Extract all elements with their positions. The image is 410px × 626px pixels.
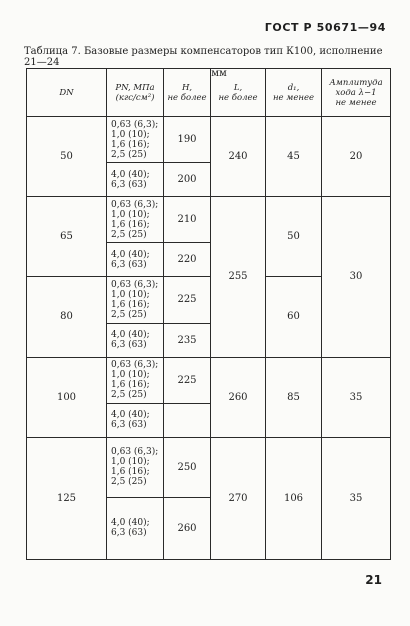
cell-pn: 0,63 (6,3); 1,0 (10); 1,6 (16); 2,5 (25) bbox=[107, 197, 164, 243]
cell-l: 255 bbox=[211, 197, 266, 357]
cell-h: 210 bbox=[164, 197, 211, 243]
cell-l: 270 bbox=[211, 437, 266, 559]
header-pn: PN, МПа (кгс/см²) bbox=[107, 69, 164, 117]
cell-dn: 65 bbox=[27, 197, 107, 277]
cell-dn: 50 bbox=[27, 117, 107, 197]
cell-pn: 4,0 (40); 6,3 (63) bbox=[107, 163, 164, 197]
cell-h: 225 bbox=[164, 277, 211, 323]
cell-d1: 60 bbox=[266, 277, 322, 357]
cell-l: 240 bbox=[211, 117, 266, 197]
caption-unit: мм bbox=[211, 68, 227, 79]
cell-pn: 0,63 (6,3); 1,0 (10); 1,6 (16); 2,5 (25) bbox=[107, 117, 164, 163]
cell-pn: 0,63 (6,3); 1,0 (10); 1,6 (16); 2,5 (25) bbox=[107, 357, 164, 403]
header-d1: d₁, не менее bbox=[266, 69, 322, 117]
header-amplitude: Амплитуда хода λ−1 не менее bbox=[322, 69, 391, 117]
header-l: L, не более bbox=[211, 69, 266, 117]
table-row bbox=[27, 197, 391, 243]
header-h: H, не более bbox=[164, 69, 211, 117]
cell-dn: 125 bbox=[27, 437, 107, 559]
cell-pn: 4,0 (40); 6,3 (63) bbox=[107, 403, 164, 437]
cell-h: 250 bbox=[164, 437, 211, 497]
table-row bbox=[27, 437, 391, 497]
page-number: 21 bbox=[365, 573, 382, 587]
cell-h: 235 bbox=[164, 323, 211, 357]
cell-amplitude: 20 bbox=[322, 117, 391, 197]
cell-h: 225 bbox=[164, 357, 211, 403]
cell-d1: 50 bbox=[266, 197, 322, 277]
cell-h: 190 bbox=[164, 117, 211, 163]
cell-pn: 0,63 (6,3); 1,0 (10); 1,6 (16); 2,5 (25) bbox=[107, 437, 164, 497]
cell-amplitude: 35 bbox=[322, 437, 391, 559]
cell-amplitude: 35 bbox=[322, 357, 391, 437]
cell-d1: 85 bbox=[266, 357, 322, 437]
cell-pn: 4,0 (40); 6,3 (63) bbox=[107, 323, 164, 357]
cell-d1: 45 bbox=[266, 117, 322, 197]
table-row bbox=[27, 357, 391, 403]
cell-dn: 80 bbox=[27, 277, 107, 357]
table-row bbox=[27, 117, 391, 163]
cell-h: 220 bbox=[164, 243, 211, 277]
cell-d1: 106 bbox=[266, 437, 322, 559]
table-header-row bbox=[27, 69, 391, 117]
cell-pn: 4,0 (40); 6,3 (63) bbox=[107, 243, 164, 277]
cell-h bbox=[164, 403, 211, 437]
dimensions-table bbox=[26, 68, 391, 560]
cell-pn: 4,0 (40); 6,3 (63) bbox=[107, 497, 164, 559]
cell-dn: 100 bbox=[27, 357, 107, 437]
cell-l: 260 bbox=[211, 357, 266, 437]
document-header: ГОСТ Р 50671—94 bbox=[264, 21, 386, 34]
cell-h: 200 bbox=[164, 163, 211, 197]
cell-amplitude: 30 bbox=[322, 197, 391, 357]
cell-h: 260 bbox=[164, 497, 211, 559]
cell-pn: 0,63 (6,3); 1,0 (10); 1,6 (16); 2,5 (25) bbox=[107, 277, 164, 323]
caption-text: Таблица 7. Базовые размеры компенсаторов тип К100, исполнение 21—24 bbox=[24, 46, 383, 68]
header-dn: DN bbox=[27, 69, 107, 117]
